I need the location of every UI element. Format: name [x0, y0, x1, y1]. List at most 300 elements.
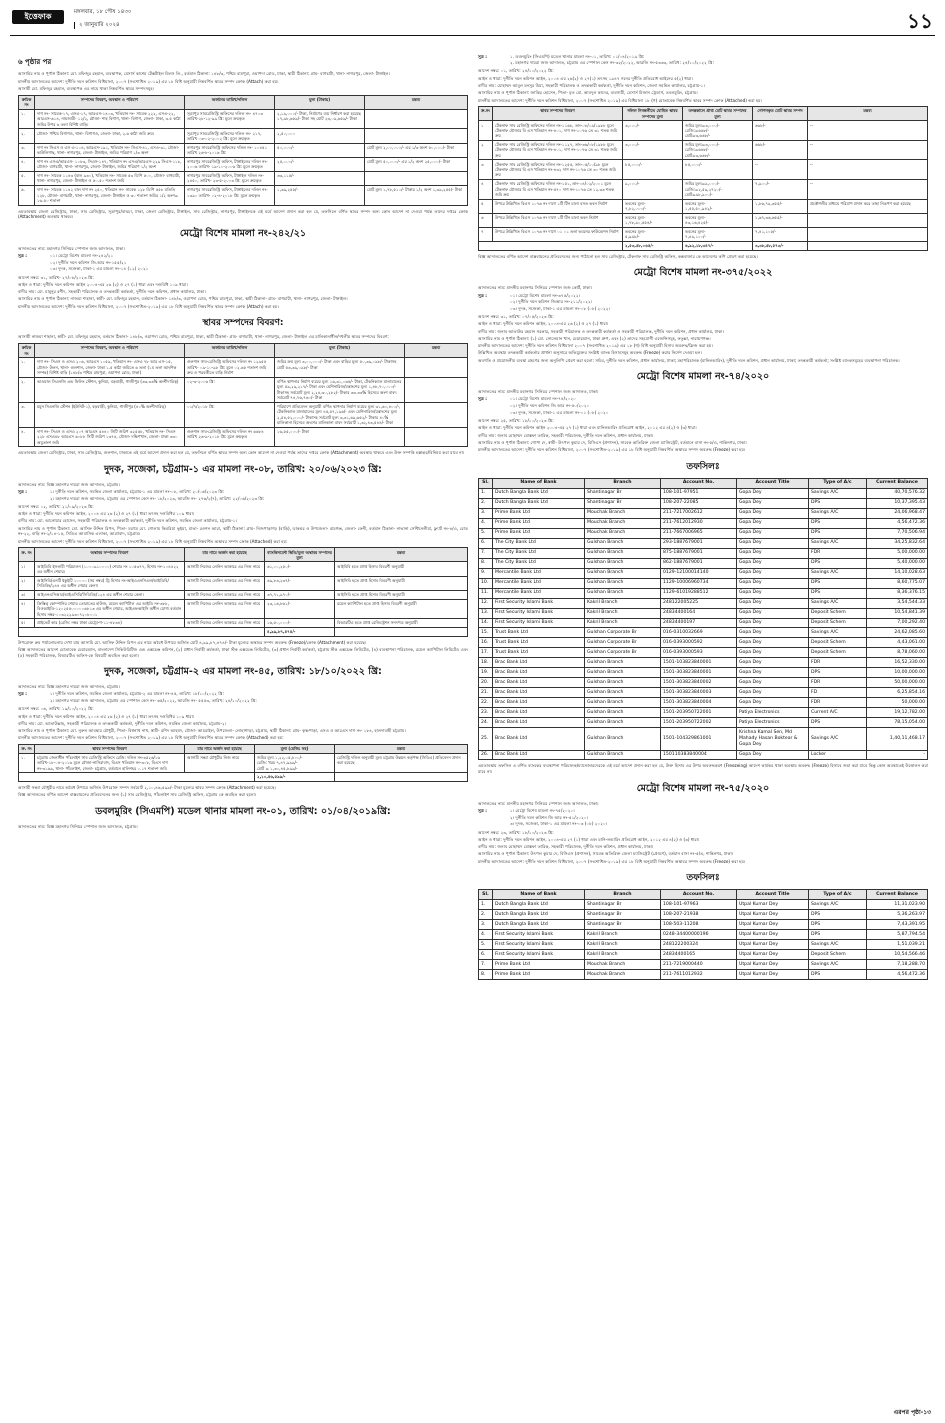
petitioner: বাদীর নাম: মো. আতাউল্লাহ, সহকারী পরিচালক ও তদন্তকারী কর্মকর্তা, দুর্নীতি দমন কমিশন, সমন্বিত জেলা কার্যালয়, চট্টগ্রাম-২। [18, 720, 227, 726]
table-cell: 10,54,566.46 [867, 950, 928, 960]
table-cell: 862-1887679001 [661, 558, 737, 568]
order-number: আদেশ নম্বর: ০১, তারিখ: ২৪/১০/২০২২ খ্রি: [478, 68, 554, 74]
table-cell: ৫০,০০০/- [275, 143, 365, 157]
table-cell: মোট মূল্য ১,৭৮,৫১০/- টাকার ১/২ অংশ ১,৩৯,২৫৫/- টাকা [365, 185, 468, 205]
table-row [479, 518, 928, 528]
table-cell: 10. [479, 578, 493, 588]
table-cell: FD [809, 688, 867, 698]
column-header: মন্তব্য [808, 107, 928, 121]
table-cell: 4,56,472.36 [867, 970, 928, 980]
table-cell: Savings A/C [809, 940, 867, 950]
table-cell: ৪। [19, 599, 35, 619]
table-cell: The City Bank Ltd [493, 548, 585, 558]
table-row [479, 588, 928, 598]
table-cell: Gopa Dey [737, 750, 809, 760]
table-cell: 11,31,023.90 [867, 900, 928, 910]
table-cell: দাগ নং- সাবেক-১৭, এসএ-১৭, আরএস-১৪০৩, খতিয়ান নং- সাবেক ২২২, এসএ-২২, আরএস-৬১৪, নামজারী- ১২/২, মৌজা- শাহ বিগাগ, থানা- বিগাগ, জেলা- ঢাকা, ৩.৫ কাঠা জমির উপর ৬ তলা বিশিষ্ট বাড়ি। [35, 109, 185, 129]
table-cell: আইএনএসিআর/আইএসিবি/সিডিবিহ/১২৪ এর অধীন শেয়ার কেনা। [35, 590, 185, 599]
table-cell: Savings A/C [809, 538, 867, 548]
column-header: স্থাবর সম্পদের বিবরণ [35, 744, 185, 753]
table-cell: Prime Bank Ltd [493, 528, 585, 538]
table-row [479, 568, 928, 578]
table-cell: মমুন সিএনজি স্টেশন (ইউনিট-১), বড়বাড়ী, কুনিয়া, গাজীপুর (৪০% অংশীদারিত্ব) [35, 402, 185, 427]
table-cell: 108-503-11208 [661, 920, 737, 930]
table-cell: ৮৫,০০০/- [623, 160, 683, 180]
column-header: অস্থাবর সম্পদের বিবরণ [35, 548, 185, 562]
accused: আসামির নাম ও পূর্ণাঙ্গ ঠিকানা: মো. নুরুল আবছার চৌধুরী, পিতা- বিশ্বনাথ নাথ, স্বামী- রশিদ আহমদ, মৌজা- আমরাইল, উপজেলা- লোহাগাড়া, চট্টগ্রাম, স্থায়ী ঠিকানা: গ্রাম- কৃষ্ণপাড়া, এসএ ও আরএস দাগ নং- ১৮৪, হালদাবাহী চট্টগ্রাম। [18, 728, 406, 734]
table-cell: Gulshan Branch [585, 678, 661, 688]
petitioner: বাদীর নাম: জনাব আতাউর রহমান সরকার, সহকারী পরিচালক ও তদন্তকারী কর্মকর্তা ও সহকারী পরিচালক, দুর্নীতি দমন কমিশন, প্রধান কার্যালয়, ঢাকা। [478, 328, 724, 334]
table-cell: 13. [479, 608, 493, 618]
table-cell: ৩৭,৭১,৯৭০/- [265, 590, 335, 599]
table-cell: 3. [479, 508, 493, 518]
table-cell: 24,06,968.47 [867, 508, 928, 518]
court-name: আদালতের নাম: মহানগর সিনিয়র স্পেশাল জজ আদালত, ঢাকা। [18, 245, 125, 251]
table-cell: সূত্রাপুর সাবরেজিস্ট্রি অফিসের দলিল নং- ২১৭, তারিখ ০৩-০২-২০০২ খ্রি: মূলে ক্রয়কৃত [185, 129, 275, 143]
total-value: ৩,৩৮,৫৮,৫৭৩/- [753, 241, 808, 250]
table-cell: 8,78,060.00 [867, 648, 928, 658]
table-row [19, 185, 468, 205]
table-cell: জমির মূল্য=৯,০০০/- রেজি:=২,৫৯,২৭২০/- মোট=৯৮,৯০০/- [683, 179, 753, 199]
table-cell: Gulshan Corporate Br [585, 638, 661, 648]
court-name: আদালতের নাম: বিজ্ঞ মহানগর সিনিয়র স্পেশাল জজ আদালত, চট্টগ্রাম। [18, 823, 138, 829]
table-cell: Savings A/C [809, 900, 867, 910]
table-cell: আসামী নিজের লেনিন আকারে এর নিজ নামে [185, 590, 265, 599]
t6-note: এমতাবস্থায় তফসিল এ বর্ণিত ব্যাংকের ব্যবস্থাপনা পরিচালক/ম্যানেজারদেরকে এই মর্মে আদেশ প্রদান করা হল যে, উক্ত হিসাব এর উপর অবরুদ্ধকরণ (Freezeing) আদেশ কার্যকর থাকা অবস্থায় অবরুদ্ধ (Freeze) হিসাবে জমা করা যাবে কিন্তু কোন অবস্থাতেই উত্তোলন করা যাবে না। [478, 763, 928, 775]
table-cell: DPS [809, 920, 867, 930]
table-cell: Brac Bank Ltd [493, 698, 585, 708]
table-cell: Gopa Dey [737, 678, 809, 688]
table-cell: -- [808, 179, 928, 199]
table-cell: DPS [809, 578, 867, 588]
table-cell: 10,37,395.43 [867, 498, 928, 508]
table-cell: 1. [479, 488, 493, 498]
table-cell: First Security Islami Bank [493, 598, 585, 608]
table-header-row [479, 107, 928, 121]
table-cell: 211-7667006965 [661, 528, 737, 538]
table-row [19, 427, 468, 447]
petitioner: বাদীর নাম: মো. মামুনুর রশীদ, সহকারী পরিচালক ও তদন্তকারী কর্মকর্তা, দুর্নীতি দমন কমিশন, প্রধান কার্যালয়, ঢাকা। [18, 289, 206, 295]
property-table-4 [18, 744, 468, 782]
table-cell: Gulshan Branch [585, 568, 661, 578]
table-cell: ৭ [479, 227, 493, 241]
table-cell: Gulshan Branch [585, 708, 661, 718]
table-cell [365, 171, 468, 185]
column-header: Account Title [737, 478, 809, 488]
table-cell: First Security Islami Bank [493, 930, 585, 940]
table-cell: জমির মূল্য=৩,০০০/- রেজি:=৬৬৮/- মোট=৩,৬৬৮/- [683, 140, 753, 160]
table-cell: FDR [809, 658, 867, 668]
table-cell: Savings A/C [809, 628, 867, 638]
column-header: মন্তব্য [365, 95, 468, 109]
table-row [479, 950, 928, 960]
column-header: Current Balance [867, 890, 928, 900]
table-cell: Kakril Branch [585, 940, 661, 950]
order-number: আদেশ নম্বর: ৩১, তারিখ- ২৭/০৮/২০২৩ খ্রি: [18, 274, 94, 280]
table-cell: নাগরপুর সাবরেজিস্ট্রি অফিস, টাঙ্গাইল দলিল নং- ২৪৫০, তারিখ- ২৩-৫-২০০৩ খ্রি: মূলে ক্রয়কৃত [185, 171, 275, 185]
table-cell: ১৬,৫০,০০০/- [265, 619, 335, 628]
table-cell: DPS [809, 498, 867, 508]
newspaper-logo: ইত্তেফাক [12, 10, 64, 24]
table-row [479, 140, 928, 160]
column-header: Branch [585, 890, 661, 900]
table-cell: 7. [479, 960, 493, 970]
column-header: দলিল নিবন্ধনীতে যোষিত স্থাবর সম্পদের মূল্য [623, 107, 683, 121]
table-cell: বিআরটিএ হতে প্রাপ্ত রেজিস্ট্রেশন সনদপত্র অনুযায়ী [335, 619, 468, 628]
table-cell: 4,56,472.36 [867, 518, 928, 528]
table-header-row [19, 548, 468, 562]
table-cell: ২ [479, 140, 493, 160]
table-cell: Mouchak Branch [585, 970, 661, 980]
column-header: মন্তব্য [335, 548, 468, 562]
table-cell: দাগ নং- সিএস ও এসএ ২০৬, আরএস ১০৫৯, খতিয়ান নং- এসএ ৭৮ আর এস-১৫, মৌজা- উলন, থানা- গুলশান, জেলা- ঢাকা ১.৫ কাঠা জমিতে ৬ তলা (১ম তলা আংশিক সম্পন্ন) বিশিষ্ট বাড়ি (১৪৮/৩ পশ্চিম রামপুরা, ওয়াপদা রোড, ঢাকা) [35, 358, 185, 378]
table-cell: Kakril Branch [585, 608, 661, 618]
court-order: মাননীয় আদালতের আদেশ: দুর্নীতি দমন কমিশন বিধিমালা, ২০০৭ (সংশোধিত-২০১৯) এর ১৮ বিধি অনুযায়ী নিম্নবর্ণিত অস্থাবর সম্পদ অবরুদ্ধ (Freeze) করা হয়। [478, 858, 746, 864]
court-order: মাননীয় আদালতের আদেশ: দুর্নীতি দমন কমিশন বিধিমালা, ২০০৭ (সংশোধিত ২০১৯) এর ১৮ বিধি অনুযায়ী নিম্নবর্ণিত অস্থাবর সম্পদ ক্রোক (Attached) করা হয়: [18, 538, 288, 544]
table-cell: 211-7611012932 [661, 970, 737, 980]
table-cell: Dutch Bangla Bank Ltd [493, 920, 585, 930]
table-cell: ০২-৩-২০০৬ খ্রি: [185, 377, 275, 402]
table-cell: - [867, 750, 928, 760]
table-row [19, 753, 468, 773]
source-list: সূত্র : ১. ডবলমুরিং (সিএমপি) মডেল থানার মামলা নং-০১, তারিখ: ০১/০৪/২০১৯ খ্রি: ২. মহানগর দায়রা জজ আদালত, চট্টগ্রাম এর স্পেশাল কেস নং-৩২/২০২২, আরজি নং-৫৩৩৩, তারিখ: ২৪/১০/২০২২ খ্রি: [478, 53, 714, 66]
table-cell: Trust Bank Ltd [493, 638, 585, 648]
table-cell: Gopa Dey [737, 588, 809, 598]
total-row [19, 627, 468, 636]
case-title-6: মেট্রো বিশেষ মামলা নং-৩৭৫/২০২২ [633, 267, 773, 279]
table-cell: 016-0310032669 [661, 628, 737, 638]
table-cell: Gopa Dey [737, 568, 809, 578]
table-cell: 5. [479, 940, 493, 950]
table-cell: -- [808, 160, 928, 180]
table-row [479, 750, 928, 760]
table-cell: 2. [479, 498, 493, 508]
table-cell: 6. [479, 950, 493, 960]
table-cell: Savings A/C [809, 508, 867, 518]
table-cell: 108-207-21938 [661, 910, 737, 920]
table-row [479, 728, 928, 750]
column-header: তদন্তকালে প্রাপ্ত মোট স্থাবর সম্পদের মূল্য [683, 107, 753, 121]
right-column [478, 52, 928, 983]
table-cell: ৬৬৮/- [753, 121, 808, 141]
table-cell: 5,36,263.97 [867, 910, 928, 920]
table-cell [479, 241, 623, 250]
table-cell: Gulshan Corporate Br [585, 648, 661, 658]
law-section: আইন ও ধারা: দুর্নীতি দমন কমিশন আইন, ২০০৪ এর ২৬(২) ও ২৭(১) তৎসহ ১৯৪৭ সনের দুর্নীতি প্রতিরোধ আইনের ৫(২) ধারা। [478, 75, 693, 81]
total-value: ২,৫৩,৫৮,০৬৫/- [623, 241, 683, 250]
table-cell: ভবনের মূল্য- ৭,৮২,০০০/- [623, 199, 683, 213]
table-cell: Kakril Branch [585, 930, 661, 940]
table-row [479, 930, 928, 940]
subheading-property: স্থাবর সম্পদের বিবরণ: [202, 318, 284, 329]
accused: আসামির নাম ও পূর্ণাঙ্গ ঠিকানা: নাজমা শাহানা, স্বামী- মো. মফিজুর রহমান, বর্তমান ঠিকানা- ১৪৮/৩, ওয়াপদা রোড, পশ্চিম রামপুরা, ঢাকা, স্থায়ী ঠিকানা- গ্রাম- বাগচাটা, থানা- নাগরপুর, জেলা- টাঙ্গাইল। [18, 296, 348, 302]
table-cell: Prime Bank Ltd [493, 960, 585, 970]
table-cell: 18. [479, 658, 493, 668]
table-row [19, 402, 468, 427]
column-header: Account No. [661, 890, 737, 900]
table-cell: 24834400164 [661, 608, 737, 618]
table-cell: ১. [19, 753, 35, 773]
court-order: মাননীয় আদালতের আদেশ: দুর্নীতি দমন কমিশন বিধিমালা, ২০০৭ (সংশোধিত-২০১৯) এর ১৮ বিধি অনুযায়ী নিম্নবর্ণিত অস্থাবর সম্পদ অবরুদ্ধ (Freeze) করা হয়। [478, 447, 746, 453]
table-cell: ২. [19, 129, 35, 143]
table-cell: ৩ [479, 160, 493, 180]
table-row [479, 900, 928, 910]
table-cell: Gopa Dey [737, 698, 809, 708]
table-cell: ২৫,০০০/- [275, 157, 365, 171]
table-cell: ১. [19, 109, 35, 129]
table-cell: Dutch Bangla Bank Ltd [493, 488, 585, 498]
table-row [19, 562, 468, 576]
table-row [479, 121, 928, 141]
table-cell: ৩,০০০/- [623, 121, 683, 141]
table-cell: 34,25,832.64 [867, 538, 928, 548]
table-cell: Gopa Dey [737, 608, 809, 618]
bank-accounts-table-gopa [478, 478, 928, 761]
table-cell: ১. [19, 358, 35, 378]
column-header: মূল্য (টাকায়) [275, 344, 405, 358]
t3-note2: বিজ্ঞ আদালতের আদেশ মোতাবেক চেয়ারম্যান, বাংলাদেশ সিকিউরিটিজ এন্ড এক্সচেঞ্জ কমিশন, (২) প্রধান নির্বাহী কর্মকর্তা, ঢাকা স্টক এক্সচেঞ্জ লিমিটেড, (৩) প্রধান নির্বাহী কর্মকর্তা, চট্টগ্রাম স্টক এক্সচেঞ্জ লিমিটেড, (৪) ব্যবস্থাপনা পরিচালক, রয়েল ক্যাপিটাল লিমিটেড এবং (৫) সহকারী পরিচালক, বিআরটিএ অফিস-কে বিষয়টি অবহিত করা হলো। [18, 646, 468, 658]
column-header: Sl. [479, 890, 493, 900]
table-cell: ভবনের মূল্য- ৫,৯৯৮/- [623, 227, 683, 241]
t4-note: আসামী সন্ধ্যা চৌধুরীর নামে অবৈধ উপায়ে অর্জিত উপরোক্ত সম্পদ সর্বমোট ২,১০,৪৬,৫৯৯/- টাকা মূল্যের স্থাবর সম্পদ ক্রোক (Attachment) করা হয়েছে। [18, 785, 276, 791]
law-section: আইন ও ধারা: দুর্নীতি দমন কমিশন আইন ২০০৪-এর ২৭ (১) ধারা এবং মানিলন্ডারিং প্রতিরোধ আইন, ২০১২ এর ৪(২) ও (৩) ধারা। [478, 425, 697, 431]
table-cell: 20. [479, 678, 493, 688]
table-cell: -- [753, 160, 808, 180]
table-cell: Gulshan Branch [585, 718, 661, 728]
table-cell: 1501-303823840002 [661, 678, 737, 688]
table-cell: 150110383840004 [661, 750, 737, 760]
court-order: মাননীয় আদালতের আদেশ: দুর্নীতি দমন কমিশন বিধিমালা ২০০৭ (সংশোধিত ২০১৯) এর ১৮ (গ) বিধি অনুযায়ী হিসাব অবরুদ্ধ/ফ্রিজ করা হয়। [478, 343, 713, 349]
table-row [479, 648, 928, 658]
table-cell: 78,15,054.00 [867, 718, 928, 728]
order-number: আদেশ নম্বর: ০২, তারিখ: ২১/০৯/২০২৩ খ্রি: [18, 503, 94, 509]
table-cell: First Security Islami Bank [493, 618, 585, 628]
table-cell: মৌজা- পশ্চিম বিগাগও, থানা- বিগাগও, জেলা- ঢাকা, ২.৬ কাঠা জমি ক্রয়। [35, 129, 185, 143]
table-cell: Shantinagar Br [585, 900, 661, 910]
table-cell: 8. [479, 558, 493, 568]
table-cell: ভবনের মূল্য- ৪৩,১৬,৪২৫/- [683, 213, 753, 227]
table-cell: Shantinagar Br [585, 920, 661, 930]
table-cell: Utpal Kumar Dey [737, 970, 809, 980]
table-cell: 24. [479, 718, 493, 728]
table-cell: Shantinagar Br [585, 498, 661, 508]
table-row [479, 940, 928, 950]
case-title-3: দুদক, সজেকা, চট্টগ্রাম-২ এর মামলা নং-৪৫, তারিখ: ১৮/১০/২০২২ খ্রি: [104, 666, 382, 678]
table-cell: Gulshan Branch [585, 688, 661, 698]
table-cell: দাগ নং- সাবেক ১১৪৩ (বাল ৯৩০), খতিয়ান নং- সাবেক ৫৩ ডিপি ৫০০, মৌজা- বাগচাটা, থানা- নাগরপুর, জেলা- টাঙ্গাইল ও ৫০.৫০ শতাংশ জমি [35, 171, 185, 185]
table-cell: 248122005225 [661, 598, 737, 608]
table-cell: ৪ [479, 179, 493, 199]
table-cell: DPS [809, 668, 867, 678]
table-cell: Gulshan Branch [585, 578, 661, 588]
table-row [479, 179, 928, 199]
case-title-2: দুদক, সজেকা, চট্টগ্রাম-১ এর মামলা নং-০৮, তারিখ: ২০/০৬/২০২৩ খ্রি: [104, 463, 382, 475]
table-cell: 248122200324 [661, 940, 737, 950]
total-value: ৪,৯৯,৮৭,৪৭৪/- [265, 627, 335, 636]
table-cell: Savings A/C [809, 488, 867, 498]
table-cell: আইসিবি হতে প্রাপ্ত হিসাব বিবরণী অনুযায়ী [335, 590, 468, 599]
source-list: সূত্র : ০১। মেট্রো বিশেষ মামলা নং-৭৪/২০২০ ০২। দুর্নীতি দমন কমিশন জি আর নং-৫০/২০২০ ০৩। দুদক, সজেকা, ঢাকা-১ এর মামলা নং-০১ (০৮) ২০২০ [478, 396, 609, 415]
table-cell: Gopa Dey [737, 488, 809, 498]
column-header: মন্তব্য [335, 744, 468, 753]
table-cell: 1501-303823840003 [661, 688, 737, 698]
table-cell: 24834400197 [661, 618, 737, 628]
table-row [19, 576, 468, 590]
table-cell: DPS [809, 970, 867, 980]
table-cell: Trust Bank Ltd [493, 628, 585, 638]
table-cell: 7. [479, 548, 493, 558]
table-cell: Utpal Kumar Dey [737, 930, 809, 940]
table-header-row [19, 744, 468, 753]
property-table-2 [18, 343, 468, 447]
t4-note2: বিজ্ঞ আদালতের বর্ণিত আদেশ বাস্তবায়নের প্রতিবেদনের জন্য (১) সাব রেজিস্ট্রার, পাঁচলাইশ সাব রেজিস্ট্রি অফিস, চট্টগ্রাম কে অবহিত করা হলো। [18, 792, 257, 798]
column-header: ক্রমিক নং [19, 95, 35, 109]
order-number: আদেশ নম্বর: ২৩, তারিখ: ১৮/১০/২০২৩ খ্রি: [478, 829, 554, 835]
table-cell: 016-0393000593 [661, 648, 737, 658]
bank-accounts-table-utpal [478, 889, 928, 980]
table-row [479, 688, 928, 698]
table-row [19, 171, 468, 185]
table-cell: 10,54,841.39 [867, 608, 928, 618]
table-row [479, 488, 928, 498]
table-cell: ক্রিস্তিত্ব কোম্পানির শেয়ার তোরাতের হাউজ, রয়েল ক্যাপিটাল এর আইডি নং-৩৮৮, বিওআইডি-১২০২৫৫০০০০০৬৮১৩ এর অধীন শেয়ার, আইএফআইসি অধীন যোগ্য বর্তমান হিসাব নম্বর-০০৩২২২৯৩০৭২০৮০০১ [35, 599, 185, 619]
table-cell: Savings A/C [809, 728, 867, 750]
table-cell: জমির মূল্য=৩,০০০/- রেজি:=৬৬৮/- মোট=৩,৬৬৮/- [683, 121, 753, 141]
table-header-row [19, 344, 468, 358]
table-cell: রেজিস্ট্রি দলিল অনুযায়ী মূল্য চট্টগ্রাম উন্নয়ন কর্তৃপক্ষ (সিডিএ) প্রতিবেদন প্রদান করা হয়েছে [335, 753, 468, 773]
column-header: Current Balance [867, 478, 928, 488]
table-cell: Gopa Dey [737, 498, 809, 508]
schedule-heading: তফসিলঃ [686, 461, 720, 472]
table-cell: ১। [19, 562, 35, 576]
total-value: ৬,৯২,১৮,৩৪৭/- [683, 241, 753, 250]
table-cell: 7,18,288.70 [867, 960, 928, 970]
table-cell [365, 129, 468, 143]
source-list: সূত্র : ০১। মেট্রো বিশেষ মামলা নং-৩৭৫/২০২২। ০২। দুর্নীতি দমন কমিশন জিআর নং-২১১/২০২২। ০৩। দুদক, সজেকা, ঢাকা-১ এর মামলা নং-০৮ (০৮) ২০২২। [478, 292, 610, 311]
case-title-1: মেট্রো বিশেষ মামলা নং-২৪২/২১ [179, 227, 307, 239]
column-header: ক্র. নং [19, 548, 35, 562]
table-cell: 0248-34400000196 [661, 930, 737, 940]
table-cell: 6. [479, 538, 493, 548]
table-cell: Deposit Schem [809, 618, 867, 628]
table-cell: 25. [479, 728, 493, 750]
table-cell: Brac Bank Ltd [493, 688, 585, 698]
table-cell: Utpal Kumar Dey [737, 950, 809, 960]
table-cell: DPS [809, 718, 867, 728]
table-cell: ১,৩৯,২৫৫/- [275, 185, 365, 205]
property-table-1 [18, 95, 468, 206]
table-cell: Patiya Electronics [737, 708, 809, 718]
paragraph: উল্লিখিত অবস্থায় তদন্তকারী কর্মকর্তার প্রার্থনা অনুসারে অভিযুক্তের সংশ্লিষ্ট ব্যাংক হিসাবসমূহ অবরুদ্ধ (Freeze) করার নির্দেশ দেওয়া হল। [478, 350, 702, 356]
column-header: ক্রমিক নং [19, 344, 35, 358]
table-cell: Gopa Dey [737, 518, 809, 528]
table-cell: 14. [479, 618, 493, 628]
table-row [479, 558, 928, 568]
source-list: সূত্র : ০১। মেট্রো বিশেষ মামলা নং-২৪২/২১ ০২। দুর্নীতি দমন কমিশন জি.আর নং-১৫৫/২১ ০৩। দুদক, সজেকা, ঢাকা-১ এর মামলা নং-১৪ (১২) ২০২১ [18, 252, 149, 272]
accused: আসামির নাম ও পূর্ণাঙ্গ ঠিকানা: (১) মো. সোলেমান খান, চেয়ারম্যান, ঢাকা গ্রুপ, এবং (২) তাদের সহযোগী এজেন্সিসমূহ, ফতুল্লা, নারায়ণগঞ্জ। [478, 335, 711, 341]
masthead [10, 6, 935, 36]
table-cell: DPS [809, 558, 867, 568]
table-cell: জমির ক্রয় মূল্য ৩,০০,০০০/- টাকা এবং বাড়ির মূল্য ৫০,৩৯,০৯৮/- টাকাসহ মোট ৫৩,৩৯,০৯৮/- টাকা [275, 358, 405, 378]
table-cell: ৫। [19, 619, 35, 628]
table-cell: Brac Bank Ltd [493, 750, 585, 760]
table-cell: ৫ [479, 199, 493, 213]
court-name: আদালতের নাম: মাননীয় মহানগর সিনিয়র স্পেশাল জজ আদালত, ঢাকা। [478, 389, 599, 395]
table-cell: 108-101-97951 [661, 488, 737, 498]
date-bangla: মঙ্গলবার, ১৮ পৌষ ১৪৩০ [74, 9, 132, 15]
table-cell: 211-7219000440 [661, 960, 737, 970]
table-row [479, 960, 928, 970]
column-header: ব্যাংকিসমেন্ট স্থিতি/মূল্য অস্থাবর সম্পদের মূল্য [265, 548, 335, 562]
table-cell: Gopa Dey [737, 618, 809, 628]
table-cell: ৩. [19, 143, 35, 157]
table-cell: ৬. [19, 185, 35, 205]
table-cell: Utpal Kumar Dey [737, 940, 809, 950]
table-row [479, 718, 928, 728]
table-cell: Gopa Dey [737, 548, 809, 558]
table-cell: Prime Bank Ltd [493, 518, 585, 528]
table-header-row [19, 95, 468, 109]
table-cell: Mercantile Bank Ltd [493, 568, 585, 578]
court-order: মাননীয় আদালতের আদেশ: দুর্নীতি দমন কমিশন বিধিমালা, ২০০৭ (সংশোধিত-২০১৯) এর ১৮ বিধি অনুযায়ী নিম্নবর্ণিত স্থাবর সম্পদ ক্রোক (Attach) করা হয়। [18, 303, 279, 309]
table-cell: 6,25,854.16 [867, 688, 928, 698]
table-cell: Gulshan Branch [585, 658, 661, 668]
table-cell: FDR [809, 698, 867, 708]
table-row [479, 658, 928, 668]
table-cell: 1129-10006960734 [661, 578, 737, 588]
source-list: সূত্র : ১। দুর্নীতি দমন কমিশন, সমন্বিত জেলা কার্যালয়, চট্টগ্রাম-২ এর মামলা নং-৪৫, তারিখ: ১৮/১০/২০২২ খ্রি: ২। মহানগর দায়রা জজ আদালত, চট্টগ্রাম এর স্পেশাল কেস নং- ৬৫/২০২২, আরজি নং- ৫৫৫৩, তারিখ: ২৪/১০/২০২২ খ্রি: [18, 691, 257, 703]
table-row [19, 590, 468, 599]
table-cell [335, 627, 468, 636]
table-cell: প্রকৌশলীর মাধ্যমে পরিমাপ প্রদান করে তাহা নিরূপণ করা হয়েছে [808, 199, 928, 213]
table-cell: ১,৬৭,৩৬,৬৫৫/- [753, 213, 808, 227]
table-cell: 1501-303823840004 [661, 698, 737, 708]
table-cell: রয়েল ক্যাপিটাল হতে প্রাপ্ত হিসাব বিবরণী অনুযায়ী [335, 599, 468, 619]
table-cell [19, 773, 255, 782]
table-cell: FDR [809, 548, 867, 558]
left-column [18, 52, 468, 831]
table-cell: আইসিবি/এনটি ইকুইটি ১০০০০ (সম নম্বর) ট্রি হিসাব নং-আইএএনসিএল/আইডিবি/ সিডিবিহ/২৪৪ এর অধীন শেয়ার কেনা। [35, 576, 185, 590]
intro-directive: মাননীয় আদালতের আদেশ: দুর্নীতি দমন কমিশন বিধিমালা, ২০০৭ (সংশোধিত ২০১৯) এর ১৮ বিধি অনুযায়ী নিম্নবর্ণিত স্থাবর সম্পদ ক্রোক (Attach) করা হয়। [18, 78, 279, 84]
table-cell: Kakril Branch [585, 598, 661, 608]
table-cell: ২. [19, 377, 35, 402]
table-cell: Savings A/C [809, 568, 867, 578]
source-list: সূত্র : ১। মেট্রো বিশেষ মামলা নং-৭৫/২০২০। ২। দুর্নীতি দমন কমিশন জি আর নং-৫১/২০২০। ৩। দুদক, সজেকা, ঢাকা-১ এর মামলা নং-০৩ (০৮) ২০২০। [478, 807, 608, 827]
table-cell: 3. [479, 920, 493, 930]
page-number: ১১ [907, 9, 933, 33]
table-cell: Gopa Dey [737, 538, 809, 548]
table-cell: ১ [479, 121, 493, 141]
table-cell: First Security Islami Bank [493, 950, 585, 960]
table-cell: Gopa Dey [737, 668, 809, 678]
law-section: আইন ও ধারা: দুর্নীতি দমন কমিশন আইন ২০০৪-এর ২৬ (২) ও ২৭ (১) ধারা এবং দণ্ডবিধি ১০৯ ধারা। [18, 281, 188, 287]
table-cell: 2. [479, 910, 493, 920]
table-cell [19, 627, 265, 636]
table-cell [808, 227, 928, 241]
table-cell: ২,৫০,০০০ [275, 129, 365, 143]
table-cell: টেকনাফ সাব রেজিস্ট্রি অফিসের দলিল নং-১১৬৮, তাং-০৮/০৯/১৯৮৮ মূলে টেকনাফ মৌজার বি এস খতিয়ান নং-৪০১, দাগ নং-১০৭৬ তে ৩১ শতক জমি ক্রয় [493, 121, 623, 141]
column-header: ক্র. নং [19, 744, 35, 753]
table-row [19, 157, 468, 171]
accused: আসামির নাম ও পূর্ণাঙ্গ ঠিকানা: মো. আসিফ উদ্দিন রিপন, পিতা- মরহুম মো. গোলাম কিবরিয়া ভূইয়া, মাতা- রওশন আরা, স্থায়ী ঠিকানা: গ্রাম- নিজপাড়াগঢ় (বাড়ি), ডাকঘর ও উপজেলা- রামগঞ্জ, জেলা- ফেনী, বর্তমান ঠিকানা- নাভানা সেন্টিনেলীয়া, ফ্ল্যাট নং-৪/এ, রোড নং-২২, বাড়ি নং-২/১৪-১৫, সিডিএ আবাসিক এলাকা, আগ্রাবাদ, চট্টগ্রাম। [18, 525, 468, 537]
law-section: আইন ও ধারা: দুর্নীতি দমন কমিশন আইন, ২০০৪ এর ২৬ (২) ও ২৭ (১) ধারা তৎসহ দণ্ডবিধির ১০৯ ধারা। [18, 511, 195, 517]
table-row [479, 227, 928, 241]
table-cell: 108-101-97963 [661, 900, 737, 910]
column-header: অর্জনের তারিখ/দলিল [185, 95, 275, 109]
column-header: সম্পদের বিবরণ, অবস্থান ও পরিমাণ [35, 95, 185, 109]
table-cell: Dutch Bangla Bank Ltd [493, 900, 585, 910]
table-cell: -- [808, 140, 928, 160]
